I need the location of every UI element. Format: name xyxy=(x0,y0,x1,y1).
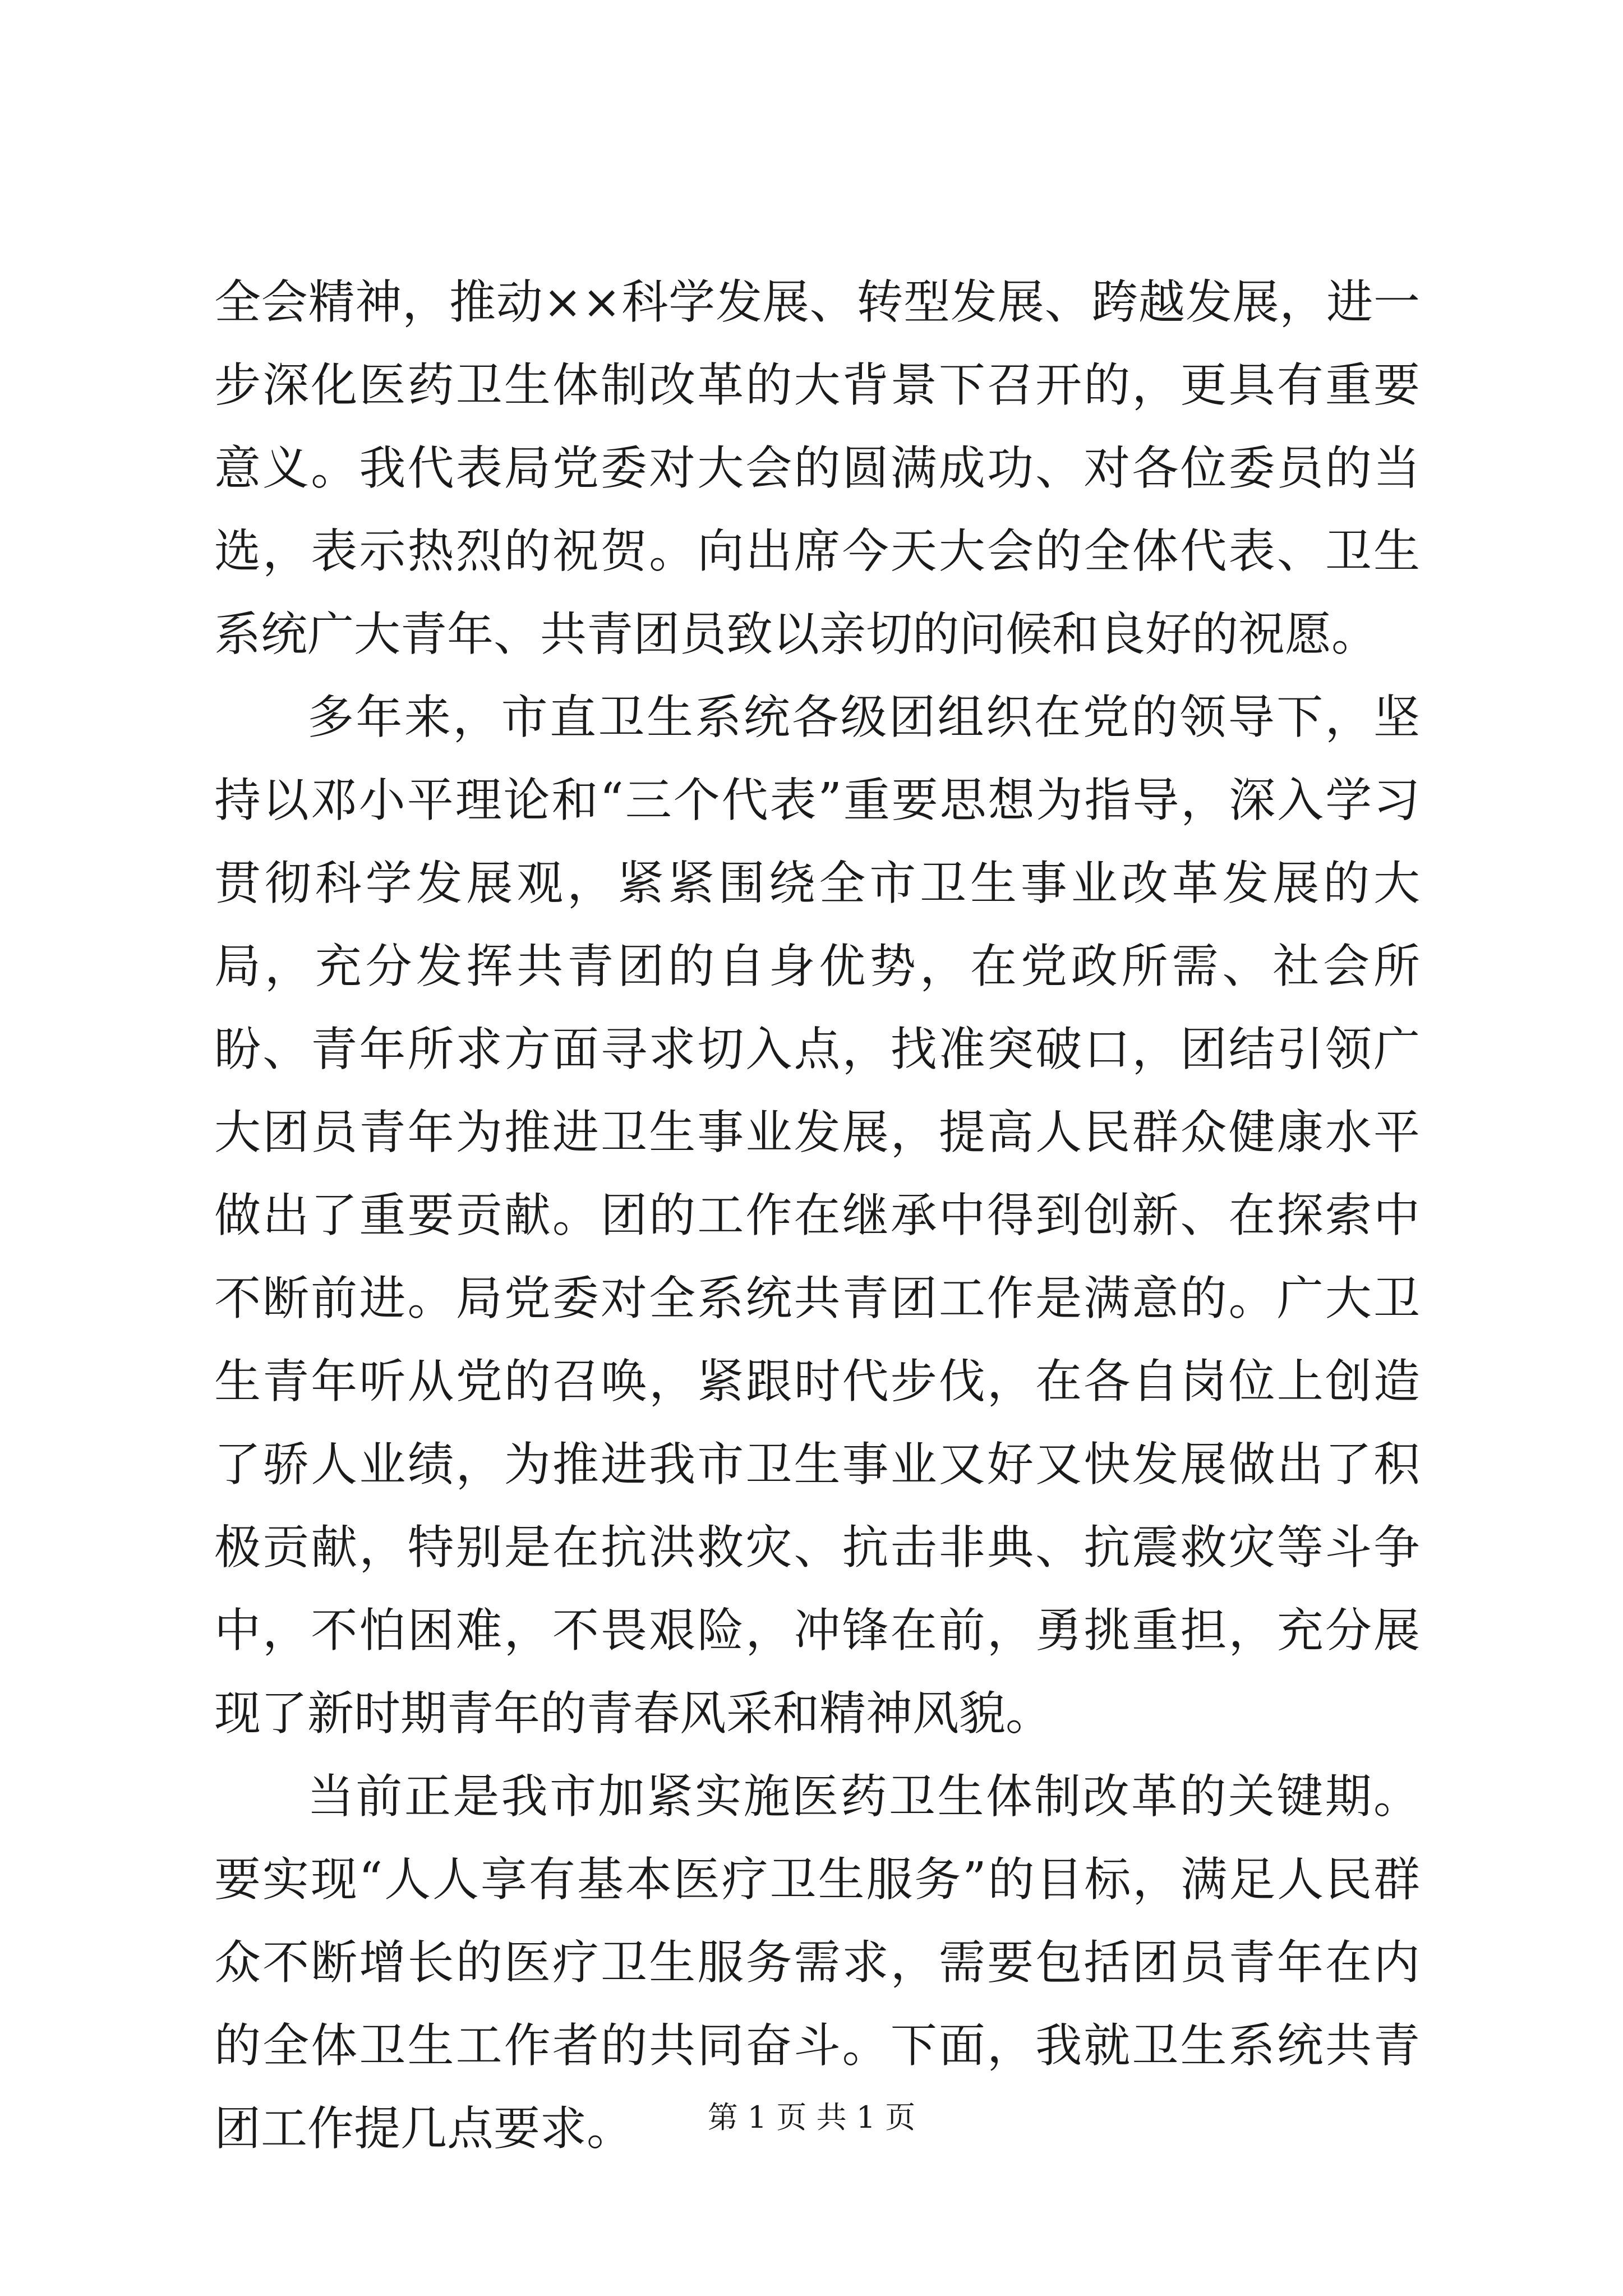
page-number-indicator: 第 1 页 共 1 页 xyxy=(707,2100,916,2135)
page-footer xyxy=(0,2098,1623,2137)
document-body xyxy=(214,261,1420,2170)
paragraph-2: 多年来，市直卫生系统各级团组织在党的领导下，坚持以邓小平理论和“三个代表”重要思想为指导，深入学习贯彻科学发展观，紧紧围绕全市卫生事业改革发展的大局，充分发挥共青团的自身优势，在党政所需、社会所盼、青年所求方面寻求切入点，找准突破口，团结引领广大团员青年为推进卫生事业发展，提高人民群众健康水平做出了重要贡献。团的工作在继承中得到创新、在探索中不断前进。局党委对全系统共青团工作是满意的。广大卫生青年听从党的召唤，紧跟时代步伐，在各自岗位上创造了骄人业绩，为推进我市卫生事业又好又快发展做出了积极贡献，特别是在抗洪救灾、抗击非典、抗震救灾等斗争中，不怕困难，不畏艰险，冲锋在前，勇挑重担，充分展现了新时期青年的青春风采和精神风貌。 xyxy=(214,690,1420,1741)
paragraph-3: 当前正是我市加紧实施医药卫生体制改革的关键期。要实现“人人享有基本医疗卫生服务”的目标，满足人民群众不断增长的医疗卫生服务需求，需要包括团员青年在内的全体卫生工作者的共同奋斗。下面，我就卫生系统共青团工作提几点要求。 xyxy=(214,1769,1420,2156)
paragraph-1: 全会精神，推动××科学发展、转型发展、跨越发展，进一步深化医药卫生体制改革的大背景下召开的，更具有重要意义。我代表局党委对大会的圆满成功、对各位委员的当选，表示热烈的祝贺。向出席今天大会的全体代表、卫生系统广大青年、共青团员致以亲切的问候和良好的祝愿。 xyxy=(214,275,1420,661)
